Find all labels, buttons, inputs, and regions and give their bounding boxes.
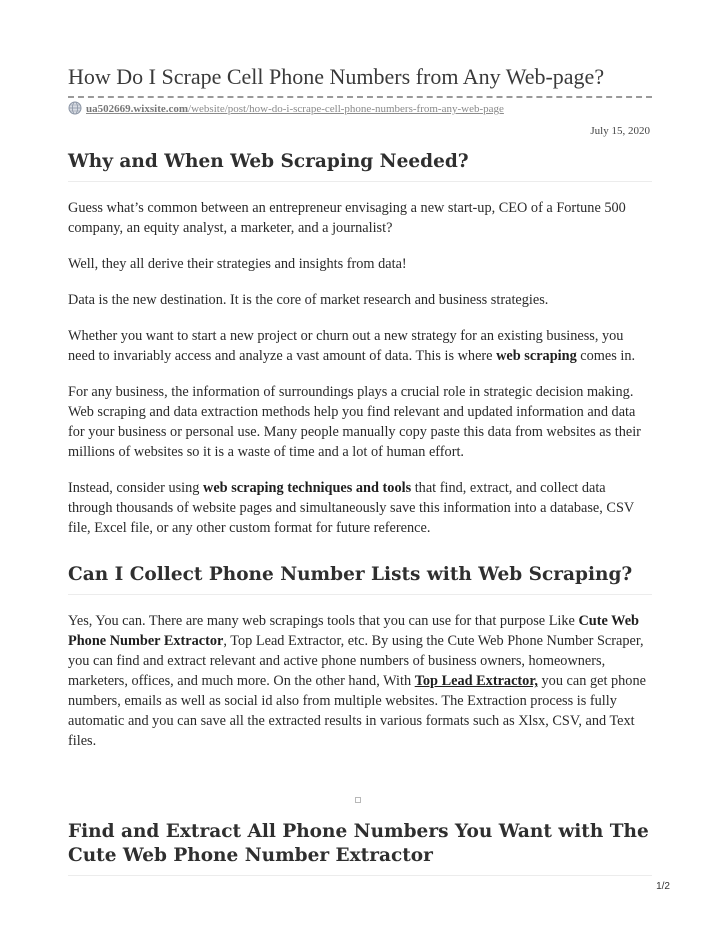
source-link[interactable]: [86, 103, 504, 115]
source-domain: ua502669.wixsite.com: [86, 103, 189, 115]
embedded-placeholder: [68, 795, 652, 805]
paragraph-web-scraping-intro: Whether you want to start a new project or churn out a new strategy for an existing business, you need to invariably access and analyze a vast amount of data. This is where web scraping comes in.: [68, 328, 636, 364]
paragraph-new-destination: Data is the new destination. It is the core of market research and business strategies.: [68, 292, 549, 308]
document-title: How Do I Scrape Cell Phone Numbers from Any Web-page?: [68, 64, 605, 89]
section-heading-find-extract: Find and Extract All Phone Numbers You Want with The Cute Web Phone Number Extractor: [68, 820, 652, 876]
keyword-web-scraping: web scraping: [496, 348, 577, 364]
page-number: 1/2: [656, 881, 670, 892]
globe-icon: [68, 101, 82, 115]
section-heading-why-when: Why and When Web Scraping Needed?: [68, 150, 652, 182]
paragraph-scraping-tools: Instead, consider using web scraping techniques and tools that find, extract, and collect data through thousands of website pages and simultaneously save this information into a database, CSV file, Excel file, or any other custom format for future reference.: [68, 480, 634, 536]
top-lead-extractor-link[interactable]: Top Lead Extractor,: [414, 673, 538, 689]
paragraph-phone-tools: Yes, You can. There are many web scrapings tools that you can use for that purpose Like Cute Web Phone Number Extractor, Top Lead Extractor, etc. By using the Cute Web Phone Number Scraper, you can find and extract relevant and active phone numbers of business owners, homeowners, marketers, offices, and much more. On the other hand, With Top Lead Extractor, you can get phone numbers, emails as well as social id also from multiple websites. The Extraction process is fully automatic and you can save all the extracted results in various formats such as Xlsx, CSV, and Text files.: [68, 613, 646, 749]
title-divider: [68, 96, 652, 98]
paragraph-data-insights: Well, they all derive their strategies and insights from data!: [68, 256, 407, 272]
article-body: [68, 150, 652, 876]
paragraph-intro-question: Guess what’s common between an entrepreneur envisaging a new start-up, CEO of a Fortune 500 company, an equity analyst, a marketer, and a journalist?: [68, 200, 626, 236]
source-path: /website/post/how-do-i-scrape-cell-phone-numbers-from-any-web-page: [188, 103, 504, 115]
source-url: [68, 101, 504, 117]
keyword-scraping-tools: web scraping techniques and tools: [203, 480, 412, 496]
section-heading-collect-phone: Can I Collect Phone Number Lists with Web Scraping?: [68, 563, 652, 595]
placeholder-square: [355, 797, 361, 803]
keyword-cute-extractor: Cute Web Phone Number Extractor: [68, 613, 639, 649]
document-date: July 15, 2020: [590, 125, 650, 137]
paragraph-business-info: For any business, the information of surroundings plays a crucial role in strategic decision making. Web scraping and data extraction methods help you find relevant and updated information and data for your business or personal use. Many people manually copy paste this data from websites as their millions of websites so it is a waste of time and a lot of human effort.: [68, 384, 641, 460]
